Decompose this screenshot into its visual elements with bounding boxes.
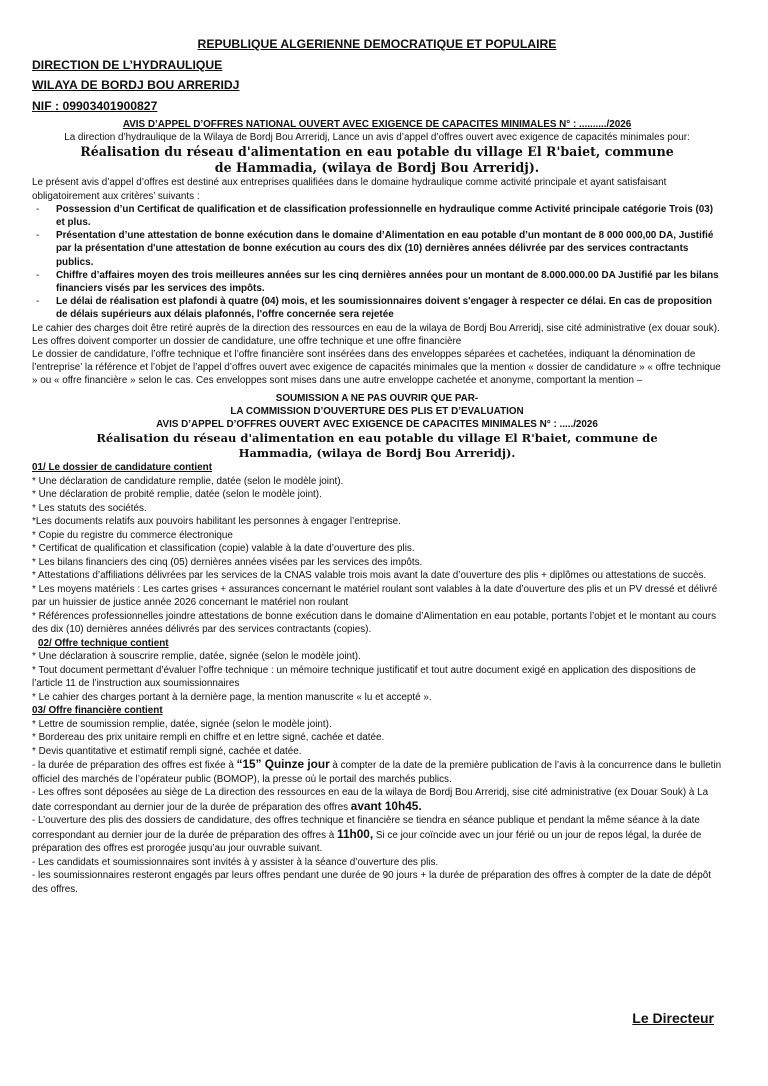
section-financial-title: 03/ Offre financière contient: [32, 705, 163, 717]
notice-page: [32, 34, 722, 896]
criteria-list: [32, 203, 722, 322]
list-item: * Le cahier des charges portant à la dernière page, la mention manuscrite « lu et accepté ».: [32, 691, 432, 703]
preparation-days: “15” Quinze jour: [236, 757, 330, 772]
envelope-line-3: AVIS D’APPEL D’OFFRES OUVERT AVEC EXIGENCE DE CAPACITES MINIMALES N° : ...../2026: [156, 419, 598, 431]
list-item: * Les moyens matériels : Les cartes grises + assurances concernant le matériel roulant sont valables à la date d’ouverture des plis et un PV dressé et délivré par un huissier de justice année 2026 concernant le matériel non roulant: [32, 583, 718, 609]
list-item: * Devis quantitative et estimatif rempli signé, cachée et datée.: [32, 745, 302, 757]
opening-paragraph: - L’ouverture des plis des dossiers de candidature, des offres technique et financière se tiendra en séance publique et pendant la même séance à la date correspondant au dernier jour de la durée de préparation des offres à 11h00, Si ce jour coïncide avec un jour férié ou un jour de repos légal, la durée de préparation des offres est prorogée jusqu’au jour ouvrable suivant.: [32, 815, 702, 855]
direction-heading: DIRECTION DE L’HYDRAULIQUE: [32, 57, 223, 72]
criterion-item: - Chiffre d’affaires moyen des trois meilleures années sur les cinq dernières années pour un montant de 8.000.000.00 DA Justifié par les bilans financiers visés par les services des impôts.: [36, 269, 719, 295]
list-item: *Les documents relatifs aux pouvoirs habilitant les personnes à engager l’entreprise.: [32, 516, 401, 528]
criterion-item: - Présentation d’une attestation de bonne exécution dans le domaine d’Alimentation en eau potable d’un montant de 8 000 000,00 DA, Justifié par la présentation d'une attestation de bonne exécution au cours des dix (10) dernières années délivrée par des services contractants publics.: [36, 230, 714, 268]
signature-label: Le Directeur: [632, 1010, 714, 1026]
republic-heading: REPUBLIQUE ALGERIENNE DEMOCRATIQUE ET POPULAIRE: [197, 37, 557, 51]
list-item: * Une déclaration à souscrire remplie, datée, signée (selon le modèle joint).: [32, 651, 361, 663]
notice-intro: La direction d’hydraulique de la Wilaya de Bordj Bou Arreridj, Lance un avis d’appel d’offres ouvert avec exigence de capacités minimales pour:: [64, 132, 690, 144]
list-item: * Copie du registre du commerce électronique: [32, 529, 233, 541]
candidature-list: [32, 475, 722, 637]
preparation-paragraph: - la durée de préparation des offres est fixée à “15” Quinze jour à compter de la date de la première publication de l’avis à la concurrence dans le bulletin officiel des marchés de l’opérateur public (BOMOP), la presse où le portail des marchés publics.: [32, 757, 722, 785]
section-technical-title: 02/ Offre technique contient: [38, 637, 169, 649]
invite-paragraph: - Les candidats et soumissionnaires sont invités à y assister à la séance d’ouverture des plis.: [32, 856, 439, 868]
technical-list: [32, 650, 722, 704]
envelope-line-1: SOUMISSION A NE PAS OUVRIR QUE PAR-: [275, 392, 479, 404]
section-candidature-title: 01/ Le dossier de candidature contient: [32, 462, 212, 474]
list-item: * Les statuts des sociétés.: [32, 502, 147, 514]
opening-time: 11h00,: [337, 826, 374, 841]
list-item: * Une déclaration de probité remplie, datée (selon le modèle joint).: [32, 489, 322, 501]
engagement-paragraph: - les soumissionnaires resteront engagés par leurs offres pendant une durée de 90 jours + la durée de préparation des offres à compter de la date de dépôt des offres.: [32, 870, 711, 895]
eligibility-text: Le présent avis d’appel d’offres est destiné aux entreprises qualifiées dans le domaine hydraulique comme activité principale et ayant satisfaisant obligatoirement aux critères’ suivants :: [32, 177, 667, 202]
envelope-line-2: LA COMMISSION D’OUVERTURE DES PLIS ET D’EVALUATION: [230, 405, 524, 417]
criterion-item: - Possession d’un Certificat de qualification et de classification professionnelle en hydraulique comme Activité principale catégorie Trois (03) et plus.: [36, 203, 714, 229]
nif-heading: NIF : 09903401900827: [32, 98, 158, 113]
list-item: * Attestations d’affiliations délivrées par les services de la CNAS valable trois mois avant la date d’ouverture des plis + diplômes ou attestations de succès.: [32, 570, 707, 582]
deposit-time: avant 10h45.: [350, 798, 422, 813]
list-item: * Certificat de qualification et classification (copie) valable à la date d’ouverture des plis.: [32, 543, 415, 555]
specifications-paragraph: Le cahier des charges doit être retiré auprès de la direction des ressources en eau de la wilaya de Bordj Bou Arreridj, sise cité administrative (ex douar souk). Les offres doivent comporter un dossier de candidature, une offre technique et une offre financière: [32, 322, 720, 347]
list-item: * Références professionnelles joindre attestations de bonne exécution dans le domaine d’Alimentation en eau potable, portants l’objet et le montant au cours des dix (10) dernières années délivrés par des services contractants (copies).: [32, 610, 717, 636]
list-item: * Bordereau des prix unitaire rempli en chiffre et en lettre signé, cachée et datée.: [32, 732, 385, 744]
project-title: Réalisation du réseau d'alimentation en eau potable du village El R'baiet, commune de Hammadia, (wilaya de Bordj Bou Arreridj).: [80, 144, 674, 176]
criterion-item: - Le délai de réalisation est plafondi à quatre (04) mois, et les soumissionnaires doivent s'engager à respecter ce délai. En cas de proposition de délais supérieurs aux délais plafonnés, l'offre concernée sera rejetée: [36, 296, 712, 321]
list-item: * Lettre de soumission remplie, datée, signée (selon le modèle joint).: [32, 718, 332, 730]
list-item: * Les bilans financiers des cinq (05) dernières années visées par les services des impôts.: [32, 556, 423, 568]
list-item: * Tout document permettant d’évaluer l’offre technique : un mémoire technique justificatif et tout autre document exigé en application des dispositions de l’article 11 de l’instruction aux soumissionnaires: [32, 664, 696, 690]
wilaya-heading: WILAYA DE BORDJ BOU ARRERIDJ: [32, 78, 240, 92]
envelope-project-title: Réalisation du réseau d'alimentation en eau potable du village El R'baiet, commune de Hammadia, (wilaya de Bordj Bou Arreridj).: [96, 431, 658, 461]
financial-list: [32, 718, 722, 759]
list-item: * Une déclaration de candidature remplie, datée (selon le modèle joint).: [32, 475, 344, 487]
envelopes-paragraph: Le dossier de candidature, l’offre technique et l’offre financière sont insérées dans des enveloppes séparées et cachetées, indiquant la dénomination de l’entreprise’ la référence et l’objet de l’appel d’offres ouvert avec exigence de capacités minimales que la mention « dossier de candidature » « offre technique » ou « offre financière » selon le cas. Ces enveloppes sont mises dans une autre enveloppe cachetée et anonyme, comportant la mention –: [32, 349, 721, 387]
deposit-paragraph: - Les offres sont déposées au siège de La direction des ressources en eau de la wilaya de Bordj Bou Arreridj, sise cité administrative (ex Douar Souk) à La date correspondant au dernier jour de la durée de préparation des offres avant 10h45.: [32, 787, 709, 813]
notice-title: AVIS D’APPEL D’OFFRES NATIONAL OUVERT AVEC EXIGENCE DE CAPACITES MINIMALES N° : ........../2026: [122, 119, 632, 130]
